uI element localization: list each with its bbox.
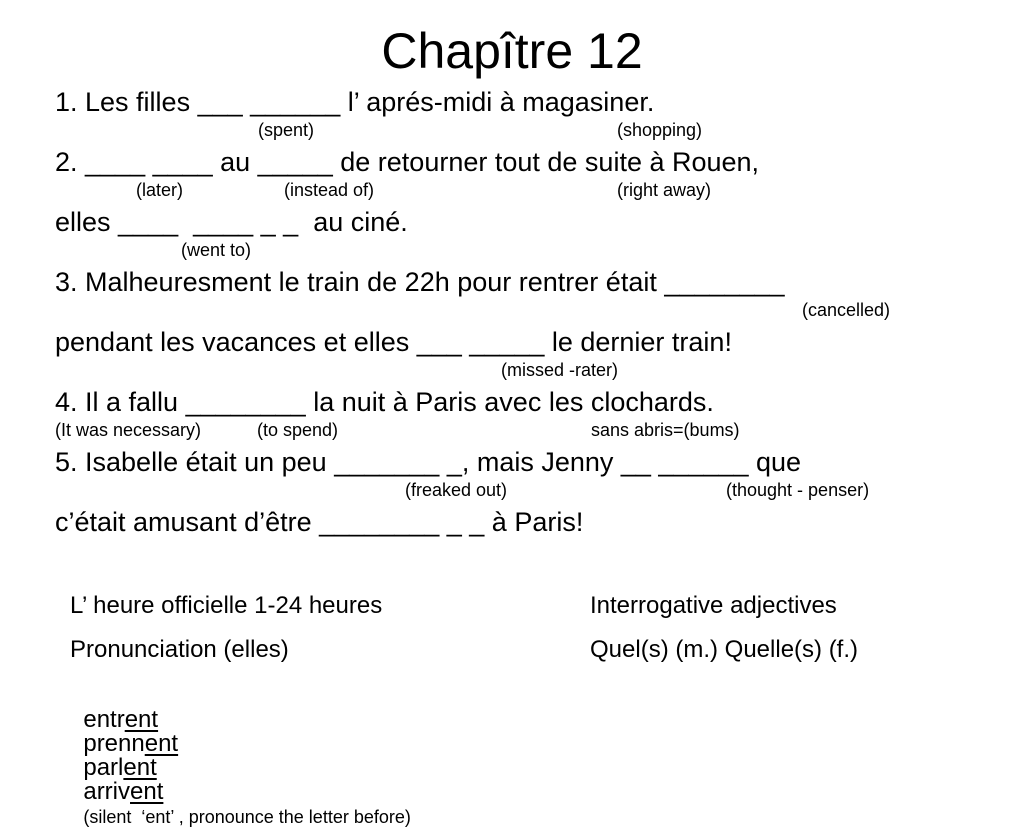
hint-to-spend: (to spend) [257, 420, 339, 440]
hint-cancelled: (cancelled) [802, 300, 891, 320]
verb-parlent: parlent [83, 754, 157, 781]
sentence-2: 2. ____ ____ au _____ de retourner tout de suite à Rouen, [55, 147, 760, 177]
hint-bums: sans abris=(bums) [591, 420, 740, 440]
hint-missed: (missed -rater) [501, 360, 619, 380]
silent-ent-note: (silent ‘ent’ , pronounce the letter before) [83, 807, 411, 827]
hint-necessary: (It was necessary) [55, 420, 202, 440]
hint-spent: (spent) [258, 120, 315, 140]
note-pronunciation: Pronunciation (elles) [70, 636, 289, 663]
hint-went-to: (went to) [181, 240, 252, 260]
hint-freaked-out: (freaked out) [405, 480, 508, 500]
sentence-2-cont: elles ____ ____ _ _ au ciné. [55, 207, 408, 237]
verb-prennent: prennent [83, 730, 179, 757]
hint-thought: (thought - penser) [726, 480, 870, 500]
sentence-4: 4. Il a fallu ________ la nuit à Paris avec les clochards. [55, 387, 714, 417]
sentence-3: 3. Malheuresment le train de 22h pour rentrer était ________ [55, 267, 785, 297]
sentence-3-cont: pendant les vacances et elles ___ _____ le dernier train! [55, 327, 732, 357]
note-official-time: L’ heure officielle 1-24 heures [70, 592, 383, 619]
hint-right-away: (right away) [617, 180, 712, 200]
verb-arrivent: arrivent [83, 778, 164, 805]
hint-instead-of: (instead of) [284, 180, 375, 200]
verb-entrent: entrent [83, 706, 159, 733]
hint-shopping: (shopping) [617, 120, 703, 140]
sentence-5: 5. Isabelle était un peu _______ _, mais Jenny __ ______ que [55, 447, 802, 477]
page-title: Chapître 12 [381, 23, 643, 79]
note-interrogative: Interrogative adjectives [590, 592, 837, 619]
verb-endings-line [70, 684, 411, 828]
hint-later: (later) [136, 180, 184, 200]
sentence-5-cont: c’était amusant d’être ________ _ _ à Paris! [55, 507, 584, 537]
note-quel: Quel(s) (m.) Quelle(s) (f.) [590, 636, 859, 663]
sentence-1: 1. Les filles ___ ______ l’ aprés-midi à magasiner. [55, 87, 655, 117]
